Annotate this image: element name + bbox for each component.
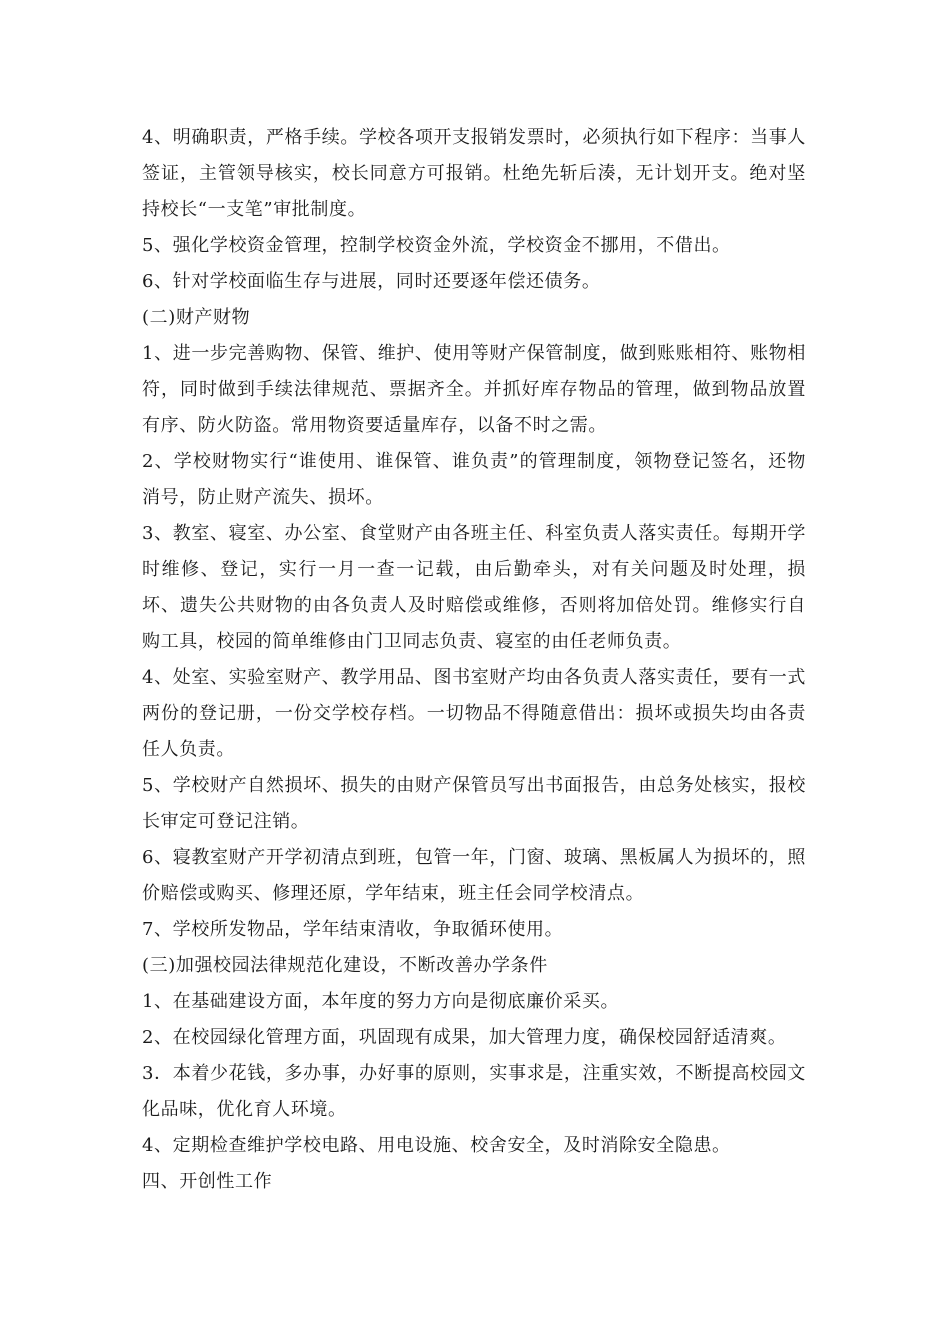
paragraph-campus-culture: 3．本着少花钱，多办事，办好事的原则，实事求是，注重实效，不断提高校园文化品味，优化育人环境。 <box>142 1063 806 1120</box>
paragraph-debt-repayment: 6、针对学校面临生存与进展，同时还要逐年偿还债务。 <box>142 271 601 292</box>
section-heading-campus: (三)加强校园法律规范化建设，不断改善办学条件 <box>142 955 548 976</box>
paragraph-office-property: 4、处室、实验室财产、教学用品、图书室财产均由各负责人落实责任，要有一式两份的登记册，一份交学校存档。一切物品不得随意借出：损坏或损失均由各责任人负责。 <box>142 667 806 760</box>
paragraph-dorm-property: 6、寝教室财产开学初清点到班，包管一年，门窗、玻璃、黑板属人为损坏的，照价赔偿或购买、修理还原，学年结束，班主任会同学校清点。 <box>142 847 806 904</box>
paragraph-classroom-property: 3、教室、寝室、办公室、食堂财产由各班主任、科室负责人落实责任。每期开学时维修、登记，实行一月一查一记载，由后勤牵头，对有关问题及时处理，损坏、遗失公共财物的由各负责人及时赔偿或维修，否则将加倍处罚。维修实行自购工具，校园的简单维修由门卫同志负责、寝室的由任老师负责。 <box>142 523 806 652</box>
paragraph-property-system: 1、进一步完善购物、保管、维护、使用等财产保管制度，做到账账相符、账物相符，同时做到手续法律规范、票据齐全。并抓好库存物品的管理，做到物品放置有序、防火防盗。常用物资要适量库存，以备不时之需。 <box>142 343 806 436</box>
paragraph-fund-procedure: 4、明确职责，严格手续。学校各项开支报销发票时，必须执行如下程序：当事人签证，主管领导核实，校长同意方可报销。杜绝先斩后湊，无计划开支。绝对坚持校长“一支笔”审批制度。 <box>142 127 806 220</box>
paragraph-infrastructure: 1、在基础建设方面，本年度的努力方向是彻底廉价采买。 <box>142 991 620 1012</box>
section-heading-property: (二)财产财物 <box>142 307 251 328</box>
paragraph-natural-damage: 5、学校财产自然损坏、损失的由财产保管员写出书面报告，由总务处核实，报校长审定可登记注销。 <box>142 775 806 832</box>
paragraph-safety-check: 4、定期检查维护学校电路、用电设施、校舍安全，及时消除安全隐患。 <box>142 1135 731 1156</box>
paragraph-item-recycling: 7、学校所发物品，学年结束清收，争取循环使用。 <box>142 919 564 940</box>
paragraph-greening: 2、在校园绿化管理方面，巩固现有成果，加大管理力度，确保校园舒适清爽。 <box>142 1027 787 1048</box>
paragraph-fund-management: 5、强化学校资金管理，控制学校资金外流，学校资金不挪用，不借出。 <box>142 235 731 256</box>
paragraph-responsibility-system: 2、学校财物实行“谁使用、谁保管、谁负责”的管理制度，领物登记签名，还物消号，防止财产流失、损坏。 <box>142 451 806 508</box>
section-heading-innovation: 四、开创性工作 <box>142 1171 273 1192</box>
document-body <box>142 120 806 1200</box>
